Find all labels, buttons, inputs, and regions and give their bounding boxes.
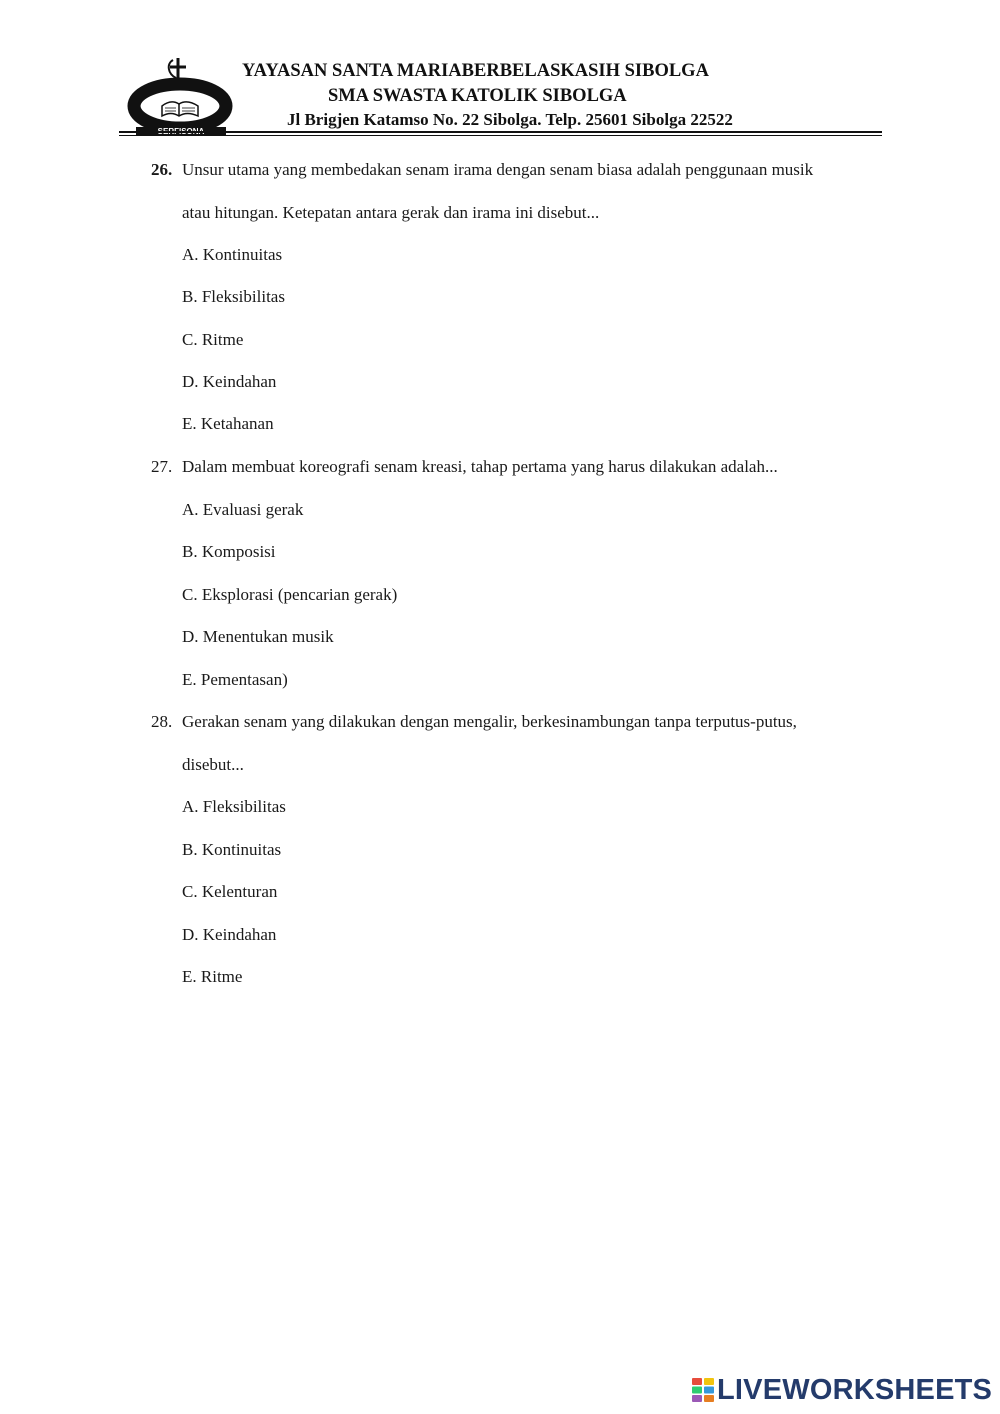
option-a: A. Fleksibilitas (182, 797, 286, 816)
option-b: B. Kontinuitas (182, 840, 282, 859)
header-rule-thick (119, 131, 882, 133)
school-name: SMA SWASTA KATOLIK SIBOLGA (328, 86, 627, 106)
letterhead (0, 0, 1000, 140)
option-b: B. Komposisi (182, 542, 276, 561)
question-number: 26. (151, 160, 173, 179)
question-number: 27. (151, 457, 173, 476)
option-c: C. Ritme (182, 330, 244, 349)
option-e: E. Ketahanan (182, 414, 274, 433)
option-a: A. Kontinuitas (182, 245, 283, 264)
option-d: D. Keindahan (182, 372, 277, 391)
question-text: Dalam membuat koreografi senam kreasi, tahap pertama yang harus dilakukan adalah... (182, 457, 778, 476)
option-b: B. Fleksibilitas (182, 287, 285, 306)
liveworksheets-watermark (692, 1373, 992, 1407)
school-logo (118, 56, 236, 136)
option-c: C. Eksplorasi (pencarian gerak) (182, 585, 398, 604)
header-rule-thin (119, 135, 882, 136)
liveworksheets-text: LIVEWORKSHEETS (717, 1373, 993, 1406)
liveworksheets-grid-icon (692, 1378, 714, 1402)
option-a: A. Evaluasi gerak (182, 500, 304, 519)
option-c: C. Kelenturan (182, 882, 278, 901)
question-text: atau hitungan. Ketepatan antara gerak dan irama ini disebut... (182, 203, 600, 222)
option-e: E. Ritme (182, 967, 243, 986)
foundation-name: YAYASAN SANTA MARIABERBELASKASIH SIBOLGA (242, 61, 709, 81)
option-d: D. Keindahan (182, 925, 277, 944)
option-e: E. Pementasan) (182, 670, 288, 689)
school-address: Jl Brigjen Katamso No. 22 Sibolga. Telp. 25601 Sibolga 22522 (287, 110, 733, 129)
question-number: 28. (151, 712, 173, 731)
question-text: Gerakan senam yang dilakukan dengan mengalir, berkesinambungan tanpa terputus-putus, (182, 712, 797, 731)
option-d: D. Menentukan musik (182, 627, 334, 646)
question-text: Unsur utama yang membedakan senam irama dengan senam biasa adalah penggunaan musik (182, 160, 814, 179)
question-text: disebut... (182, 755, 244, 774)
